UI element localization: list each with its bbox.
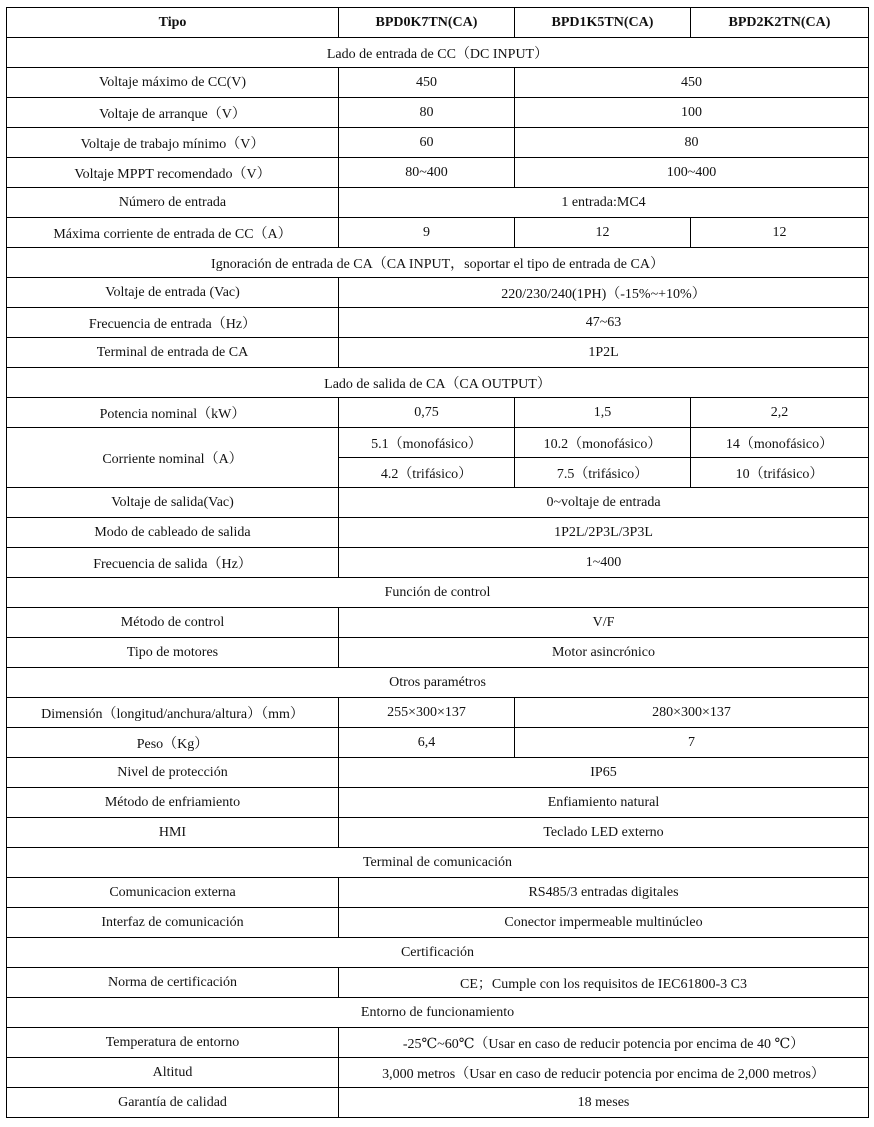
cell-value: 60 [339, 128, 515, 158]
table-row [7, 608, 869, 638]
cell-value: Motor asincrónico [339, 638, 869, 668]
cell-value: 450 [515, 68, 869, 98]
section-row [7, 578, 869, 608]
header-model-2: BPD1K5TN(CA) [515, 8, 691, 38]
table-row [7, 1058, 869, 1088]
cell-value: 10（trifásico） [691, 458, 869, 488]
row-label: Máxima corriente de entrada de CC（A） [7, 218, 339, 248]
section-row [7, 368, 869, 398]
row-label: Voltaje de arranque（V） [7, 98, 339, 128]
cell-value: 12 [691, 218, 869, 248]
table-row [7, 428, 869, 458]
header-tipo: Tipo [7, 8, 339, 38]
row-label: HMI [7, 818, 339, 848]
table-row [7, 788, 869, 818]
row-label: Altitud [7, 1058, 339, 1088]
row-label: Norma de certificación [7, 968, 339, 998]
cell-value: RS485/3 entradas digitales [339, 878, 869, 908]
table-row [7, 548, 869, 578]
row-label: Potencia nominal（kW） [7, 398, 339, 428]
cell-value: 280×300×137 [515, 698, 869, 728]
cell-value: 47~63 [339, 308, 869, 338]
section-row [7, 998, 869, 1028]
cell-value: 0,75 [339, 398, 515, 428]
cell-value: 255×300×137 [339, 698, 515, 728]
table-row [7, 758, 869, 788]
cell-value: CE；Cumple con los requisitos de IEC61800-3 C3 [339, 968, 869, 998]
section-ac-output: Lado de salida de CA（CA OUTPUT） [7, 368, 869, 398]
cell-value: 12 [515, 218, 691, 248]
spec-table [6, 7, 869, 1118]
cell-value: 100~400 [515, 158, 869, 188]
table-row [7, 488, 869, 518]
cell-value: Enfiamiento natural [339, 788, 869, 818]
cell-value: 7 [515, 728, 869, 758]
row-label: Frecuencia de entrada（Hz） [7, 308, 339, 338]
section-cert: Certificación [7, 938, 869, 968]
header-model-3: BPD2K2TN(CA) [691, 8, 869, 38]
table-row [7, 818, 869, 848]
table-row [7, 188, 869, 218]
cell-value: 1P2L/2P3L/3P3L [339, 518, 869, 548]
row-label: Número de entrada [7, 188, 339, 218]
cell-value: 7.5（trifásico） [515, 458, 691, 488]
table-row [7, 1028, 869, 1058]
table-row [7, 698, 869, 728]
cell-value: 10.2（monofásico） [515, 428, 691, 458]
row-label: Voltaje máximo de CC(V) [7, 68, 339, 98]
cell-value: 0~voltaje de entrada [339, 488, 869, 518]
section-env: Entorno de funcionamiento [7, 998, 869, 1028]
row-label: Garantía de calidad [7, 1088, 339, 1118]
table-row [7, 518, 869, 548]
cell-value: 6,4 [339, 728, 515, 758]
row-label: Tipo de motores [7, 638, 339, 668]
section-comm: Terminal de comunicación [7, 848, 869, 878]
row-label: Voltaje de salida(Vac) [7, 488, 339, 518]
cell-value: 5.1（monofásico） [339, 428, 515, 458]
section-control: Función de control [7, 578, 869, 608]
row-label: Interfaz de comunicación [7, 908, 339, 938]
cell-value: 14（monofásico） [691, 428, 869, 458]
cell-value: Conector impermeable multinúcleo [339, 908, 869, 938]
section-row [7, 938, 869, 968]
cell-value: 80 [515, 128, 869, 158]
table-row [7, 398, 869, 428]
cell-value: 80 [339, 98, 515, 128]
header-row [7, 8, 869, 38]
row-label: Dimensión（longitud/anchura/altura）（mm） [7, 698, 339, 728]
section-row [7, 248, 869, 278]
row-label: Voltaje de entrada (Vac) [7, 278, 339, 308]
row-label: Modo de cableado de salida [7, 518, 339, 548]
table-row [7, 308, 869, 338]
section-row [7, 848, 869, 878]
cell-value: 2,2 [691, 398, 869, 428]
section-others: Otros paramétros [7, 668, 869, 698]
row-label: Peso（Kg） [7, 728, 339, 758]
cell-value: IP65 [339, 758, 869, 788]
table-row [7, 728, 869, 758]
cell-value: 1 entrada:MC4 [339, 188, 869, 218]
cell-value: -25℃~60℃（Usar en caso de reducir potencia por encima de 40 ℃） [339, 1028, 869, 1058]
table-row [7, 878, 869, 908]
row-label: Comunicacion externa [7, 878, 339, 908]
header-model-1: BPD0K7TN(CA) [339, 8, 515, 38]
section-row [7, 668, 869, 698]
section-dc-input: Lado de entrada de CC（DC INPUT） [7, 38, 869, 68]
cell-value: 1~400 [339, 548, 869, 578]
row-label: Voltaje de trabajo mínimo（V） [7, 128, 339, 158]
table-row [7, 218, 869, 248]
section-ac-input: Ignoración de entrada de CA（CA INPUT，soportar el tipo de entrada de CA） [7, 248, 869, 278]
row-label: Corriente nominal（A） [7, 428, 339, 488]
table-row [7, 338, 869, 368]
row-label: Método de enfriamiento [7, 788, 339, 818]
cell-value: 100 [515, 98, 869, 128]
cell-value: 18 meses [339, 1088, 869, 1118]
table-row [7, 98, 869, 128]
cell-value: 1,5 [515, 398, 691, 428]
cell-value: 1P2L [339, 338, 869, 368]
row-label: Terminal de entrada de CA [7, 338, 339, 368]
row-label: Frecuencia de salida（Hz） [7, 548, 339, 578]
cell-value: V/F [339, 608, 869, 638]
cell-value: 3,000 metros（Usar en caso de reducir potencia por encima de 2,000 metros） [339, 1058, 869, 1088]
cell-value: 450 [339, 68, 515, 98]
row-label: Temperatura de entorno [7, 1028, 339, 1058]
cell-value: Teclado LED externo [339, 818, 869, 848]
cell-value: 4.2（trifásico） [339, 458, 515, 488]
table-row [7, 128, 869, 158]
cell-value: 220/230/240(1PH)（-15%~+10%） [339, 278, 869, 308]
table-row [7, 278, 869, 308]
table-row [7, 68, 869, 98]
table-row [7, 1088, 869, 1118]
row-label: Voltaje MPPT recomendado（V） [7, 158, 339, 188]
cell-value: 80~400 [339, 158, 515, 188]
section-row [7, 38, 869, 68]
cell-value: 9 [339, 218, 515, 248]
table-row [7, 638, 869, 668]
table-row [7, 908, 869, 938]
row-label: Método de control [7, 608, 339, 638]
table-row [7, 158, 869, 188]
row-label: Nivel de protección [7, 758, 339, 788]
table-row [7, 968, 869, 998]
